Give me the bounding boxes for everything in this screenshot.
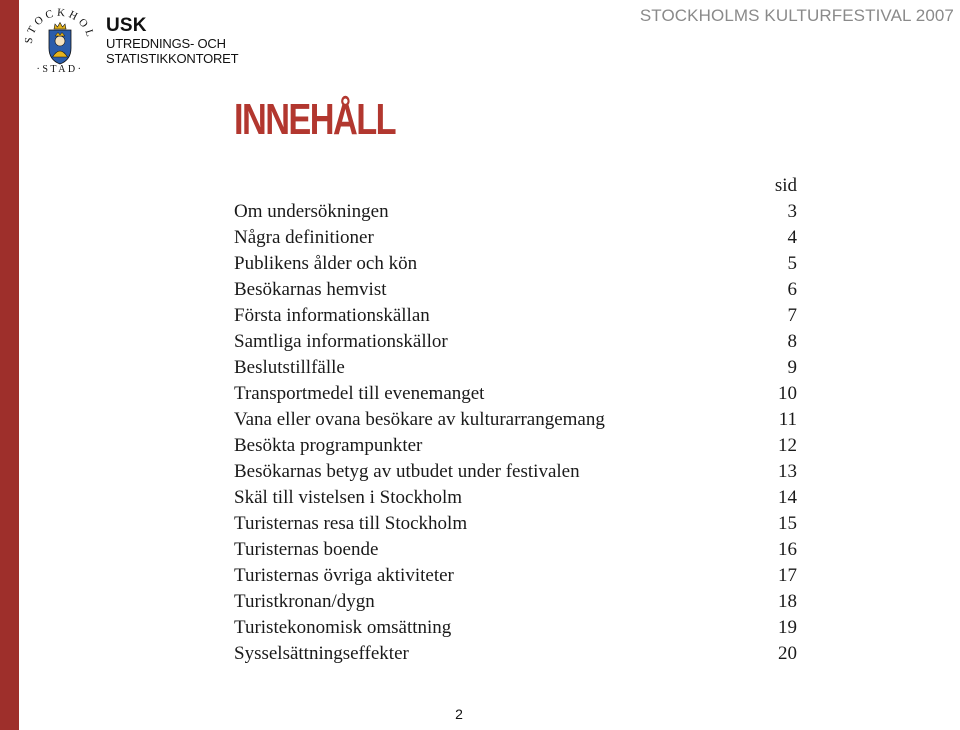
toc-entry-page: 6 <box>787 279 797 300</box>
svg-text:·STAD·: ·STAD· <box>36 64 84 75</box>
toc-entry[interactable] <box>234 355 797 381</box>
toc-entry-page: 15 <box>778 513 797 534</box>
toc-entry[interactable] <box>234 537 797 563</box>
toc-entry[interactable] <box>234 381 797 407</box>
toc-entry-page: 9 <box>787 357 797 378</box>
toc-entry-title: Besökarnas betyg av utbudet under festivalen <box>234 461 580 482</box>
toc-entry-page: 20 <box>778 643 797 664</box>
toc-entry[interactable] <box>234 277 797 303</box>
toc-entry-title: Samtliga informationskällor <box>234 331 448 352</box>
toc-entry-title: Turisternas övriga aktiviteter <box>234 565 454 586</box>
toc-entry[interactable] <box>234 511 797 537</box>
toc-entry-page: 12 <box>778 435 797 456</box>
stockholms-stad-logo <box>22 8 98 76</box>
toc-entry[interactable] <box>234 433 797 459</box>
toc-entry-page: 13 <box>778 461 797 482</box>
toc-entry-page: 8 <box>787 331 797 352</box>
toc-entry[interactable] <box>234 199 797 225</box>
toc-entry-title: Första informationskällan <box>234 305 430 326</box>
toc-entry-page: 11 <box>778 409 797 430</box>
toc-entry-page: 17 <box>778 565 797 586</box>
org-name-line-2: STATISTIKKONTORET <box>106 51 239 66</box>
toc-entry-title: Sysselsättningseffekter <box>234 643 409 664</box>
toc-entry[interactable] <box>234 407 797 433</box>
toc-entry[interactable] <box>234 225 797 251</box>
toc-entry-title: Beslutstillfälle <box>234 357 345 378</box>
report-header-title: STOCKHOLMS KULTURFESTIVAL 2007 <box>639 6 954 25</box>
toc-entry-page: 3 <box>787 201 797 222</box>
toc-entry[interactable] <box>234 563 797 589</box>
toc-entry[interactable] <box>234 641 797 667</box>
page-column-header: sid <box>774 175 797 196</box>
toc-entry-page: 14 <box>778 487 797 508</box>
toc-entry[interactable] <box>234 459 797 485</box>
toc-entry-title: Turistekonomisk omsättning <box>234 617 452 638</box>
toc-entry-title: Publikens ålder och kön <box>234 253 418 274</box>
toc-entry-title: Besökarnas hemvist <box>234 279 387 300</box>
toc-entry[interactable] <box>234 615 797 641</box>
page-title: INNEHÅLL <box>234 95 396 144</box>
toc-entry-title: Turistkronan/dygn <box>234 591 375 612</box>
page-number: 2 <box>455 706 463 722</box>
toc-entry[interactable] <box>234 329 797 355</box>
toc-entry-page: 19 <box>778 617 797 638</box>
toc-entry-title: Turisternas boende <box>234 539 379 560</box>
svg-text:STOCKHOLMS: STOCKHOL <box>22 8 97 45</box>
toc-entry-page: 4 <box>787 227 797 248</box>
toc-entry-page: 16 <box>778 539 797 560</box>
org-name-line-1: UTREDNINGS- OCH <box>106 36 226 51</box>
toc-entry-page: 10 <box>778 383 797 404</box>
toc-entry[interactable] <box>234 485 797 511</box>
table-of-contents <box>234 199 797 667</box>
toc-entry-page: 7 <box>787 305 797 326</box>
toc-entry-title: Om undersökningen <box>234 201 389 222</box>
toc-entry-page: 18 <box>778 591 797 612</box>
toc-entry-title: Några definitioner <box>234 227 374 248</box>
toc-entry-title: Transportmedel till evenemanget <box>234 383 485 404</box>
toc-entry-title: Skäl till vistelsen i Stockholm <box>234 487 462 508</box>
toc-entry[interactable] <box>234 589 797 615</box>
organization-name <box>106 16 238 66</box>
left-accent-bar <box>0 0 19 730</box>
toc-entry-page: 5 <box>787 253 797 274</box>
toc-entry-title: Turisternas resa till Stockholm <box>234 513 468 534</box>
toc-entry[interactable] <box>234 251 797 277</box>
toc-entry-title: Besökta programpunkter <box>234 435 423 456</box>
org-abbreviation: USK <box>106 15 147 36</box>
toc-entry[interactable] <box>234 303 797 329</box>
toc-entry-title: Vana eller ovana besökare av kulturarrangemang <box>234 409 605 430</box>
